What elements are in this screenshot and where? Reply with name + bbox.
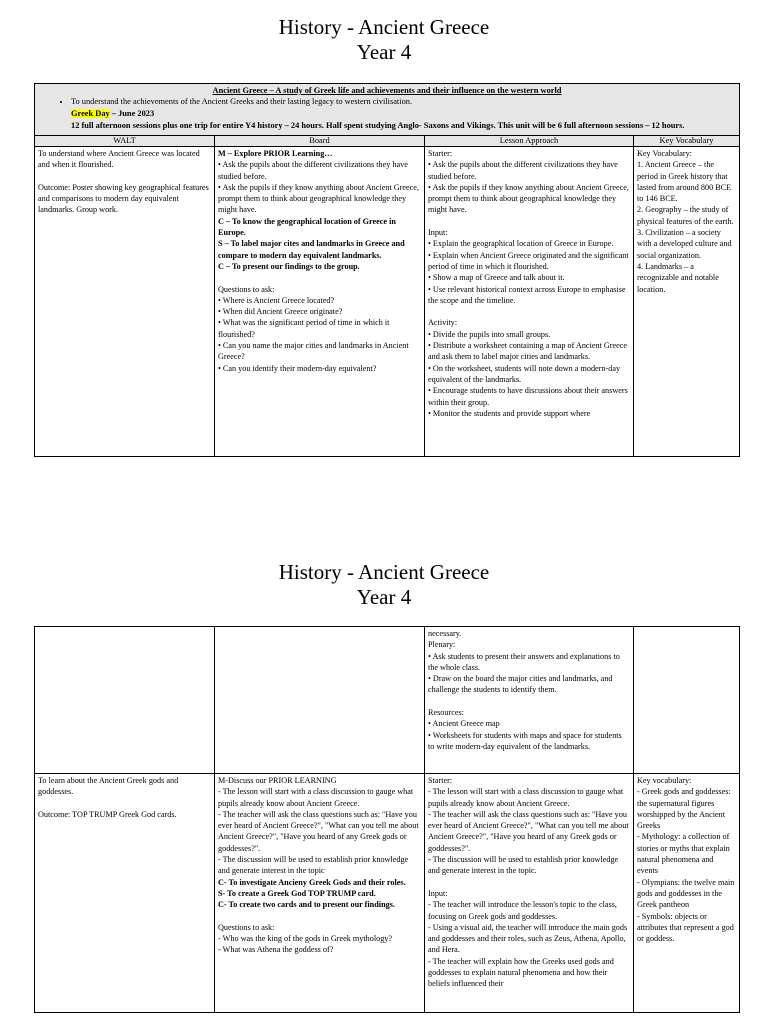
unit-intro [35, 84, 740, 136]
cell-line: M – Explore PRIOR Learning… [218, 149, 333, 158]
cell-line: • Can you name the major cities and landmarks in Ancient Greece? [218, 341, 409, 362]
cell-line: • Ask students to present their answers and explanations to the whole class. [428, 651, 620, 672]
cell-line: - The teacher will introduce the lesson's topic to the class, focusing on Greek gods and goddesses. [428, 900, 617, 921]
vocab-cell [634, 147, 740, 457]
cell-line: • Show a map of Greece and talk about it. [428, 273, 565, 283]
greek-day-label: Greek Day [71, 109, 110, 118]
lesson-cell [425, 774, 634, 1013]
cell-line: Outcome: Poster showing key geographical features and comparisons to modern day equivalent landmarks. Group work. [38, 182, 209, 215]
cell-line [428, 306, 630, 317]
cell-line: - Using a visual aid, the teacher will introduce the main gods and goddesses and their roles, such as Zeus, Athena, Apollo, and Hera. [428, 922, 628, 955]
cell-line: Input: [428, 228, 448, 238]
cell-line: • Distribute a worksheet containing a map of Ancient Greece and ask them to label major cities and landmarks. [428, 341, 628, 362]
cell-line: • Explain the geographical location of Greece in Europe. [428, 239, 614, 249]
cell-line: necessary. [428, 629, 462, 638]
lesson-cell [425, 627, 634, 774]
cell-line [428, 216, 630, 227]
cell-line: Input: [428, 888, 448, 898]
cell-line: S- To create a Greek God TOP TRUMP card. [218, 888, 376, 898]
cell-line: Starter: [428, 776, 453, 785]
cell-line: Questions to ask: [218, 284, 275, 294]
cell-line: Resources: [428, 708, 464, 718]
board-cell [215, 627, 425, 774]
vocab-cell [634, 774, 740, 1013]
cell-line: • Encourage students to have discussions about their answers within their group. [428, 386, 628, 407]
cell-line [218, 911, 421, 922]
cell-line: C- To create two cards and to present our findings. [218, 900, 395, 910]
cell-line: - Who was the king of the gods in Greek mythology? [218, 934, 393, 944]
cell-line: • On the worksheet, students will note down a modern-day equivalent of the landmarks. [428, 363, 621, 384]
cell-line: To learn about the Ancient Greek gods and goddesses. [38, 776, 179, 797]
lesson-plan-table-2 [34, 626, 740, 1013]
header-key-vocabulary: Key Vocabulary [634, 136, 740, 147]
walt-cell [35, 147, 215, 457]
cell-line: - Mythology: a collection of stories or myths that explain natural phenomena and events [637, 832, 730, 876]
cell-line: • What was the significant period of time in which it flourished? [218, 318, 390, 339]
cell-line: • When did Ancient Greece originate? [218, 307, 343, 317]
cell-line: - What was Athena the goddess of? [218, 945, 334, 955]
cell-line: Outcome: TOP TRUMP Greek God cards. [38, 809, 177, 819]
cell-line: C- To investigate Ancieny Greek Gods and their roles. [218, 877, 406, 887]
cell-line [428, 877, 630, 888]
walt-cell [35, 627, 215, 774]
cell-line: To understand where Ancient Greece was located and when it flourished. [38, 149, 200, 170]
cell-line: • Divide the pupils into small groups. [428, 329, 551, 339]
greek-day-date: – June 2023 [109, 109, 155, 118]
cell-line: Activity: [428, 318, 458, 328]
vocab-cell [634, 627, 740, 774]
lesson-plan-table-1 [34, 83, 740, 457]
cell-line: 1. Ancient Greece – the period in Greek history that lasted from around 800 BCE to 146 BCE. [637, 160, 732, 204]
cell-line: - Olympians: the twelve main gods and goddesses in the Greek pantheon [637, 877, 735, 910]
header-row [35, 136, 740, 147]
cell-line [218, 272, 421, 283]
cell-line: - The discussion will be used to establish prior knowledge and generate interest in the topic. [428, 855, 619, 876]
board-cell [215, 774, 425, 1013]
board-cell [215, 147, 425, 457]
sessions-note: 12 full afternoon sessions plus one trip for entire Y4 history – 24 hours. Half spent studying Anglo- Saxons and Vikings. This unit will be 6 full afternoon sessions – 12 hours. [71, 121, 685, 130]
cell-line: • Explain when Ancient Greece originated and the significant period of time in which it flourished. [428, 250, 629, 271]
page-title: History - Ancient Greece [278, 15, 490, 39]
cell-line: M-Discuss our PRIOR LEARNING [218, 776, 337, 785]
page-title: History - Ancient Greece [278, 560, 490, 584]
cell-line: Key vocabulary: [637, 776, 692, 785]
cell-line: - Symbols: objects or attributes that represent a god or goddess. [637, 911, 734, 944]
cell-line: - The discussion will be used to establish prior knowledge and generate interest in the topic [218, 855, 409, 876]
unit-heading: Ancient Greece – A study of Greek life and achievements and their influence on the western world [212, 86, 562, 95]
cell-line: Key Vocabulary: [637, 149, 692, 158]
cell-line: • Where is Ancient Greece located? [218, 295, 335, 305]
cell-line: • Ask the pupils if they know anything about Ancient Greece, prompt them to think about geographical knowledge they might have. [218, 182, 419, 215]
cell-line: • Worksheets for students with maps and space for students to write modern-day equivalent of the landmarks. [428, 730, 622, 751]
cell-line: • Ask the pupils about the different civilizations they have studied before. [218, 160, 408, 181]
cell-line: Plenary: [428, 640, 456, 650]
cell-line: • Use relevant historical context across Europe to emphasise the scope and the timeline. [428, 284, 626, 305]
cell-line: S – To label major cites and landmarks in Greece and compare to modern day equivalent landmarks. [218, 239, 405, 260]
cell-line: • Monitor the students and provide support where [428, 408, 591, 418]
page-subtitle: Year 4 [356, 585, 412, 609]
unit-aim: • To understand the achievements of the Ancient Greeks and their lasting legacy to western civilisation. [71, 96, 735, 108]
cell-line: Questions to ask: [218, 922, 275, 932]
cell-line: • Ask the pupils if they know anything about Ancient Greece, prompt them to think about geographical knowledge they might have. [428, 182, 629, 215]
cell-line [428, 696, 630, 707]
header-walt: WALT [35, 136, 215, 147]
walt-cell [35, 774, 215, 1013]
header-board: Board [215, 136, 425, 147]
cell-line: - Greek gods and goddesses: the supernatural figures worshipped by the Ancient Greeks [637, 787, 731, 831]
cell-line: - The teacher will ask the class questions such as: "Have you ever heard of Ancient Greece?", "What can you tell me about Ancient Greece?", "Have you heard of any Greek gods or goddesses?". [428, 809, 629, 853]
greek-day [39, 108, 735, 120]
cell-line: Starter: [428, 149, 453, 158]
cell-line: C – To present our findings to the group. [218, 261, 360, 271]
cell-line: 2. Geography – the study of physical features of the earth. [637, 205, 734, 226]
cell-line [38, 171, 211, 182]
cell-line: - The teacher will ask the class questions such as: "Have you ever heard of Ancient Greece?", "What can you tell me about Ancient Greece?", "Have you heard of any Greek gods or goddesses?". [218, 809, 419, 853]
cell-line: - The teacher will explain how the Greeks used gods and goddesses to explain natural phenomena and how their beliefs influenced their [428, 956, 614, 989]
header-lesson-approach: Lesson Approach [425, 136, 634, 147]
cell-line: • Ancient Greece map [428, 719, 500, 729]
table-row [35, 627, 740, 774]
cell-line: • Draw on the board the major cities and landmarks, and challenge the students to identify them. [428, 674, 613, 695]
page-subtitle: Year 4 [356, 40, 412, 64]
cell-line: C – To know the geographical location of Greece in Europe. [218, 216, 396, 238]
cell-line [38, 798, 211, 809]
cell-line: • Can you identify their modern-day equivalent? [218, 363, 377, 373]
lesson-cell [425, 147, 634, 457]
table-row [35, 147, 740, 457]
cell-line: 3. Civilization – a society with a developed culture and social organization. [637, 228, 732, 260]
cell-line: - The lesson will start with a class discussion to gauge what pupils already know about Ancient Greece. [218, 787, 414, 808]
cell-line: - The lesson will start with a class discussion to gauge what pupils already know about Ancient Greece. [428, 787, 624, 808]
cell-line: 4. Landmarks – a recognizable and notable location. [637, 261, 719, 294]
table-row [35, 774, 740, 1013]
cell-line: • Ask the pupils about the different civilizations they have studied before. [428, 160, 618, 181]
